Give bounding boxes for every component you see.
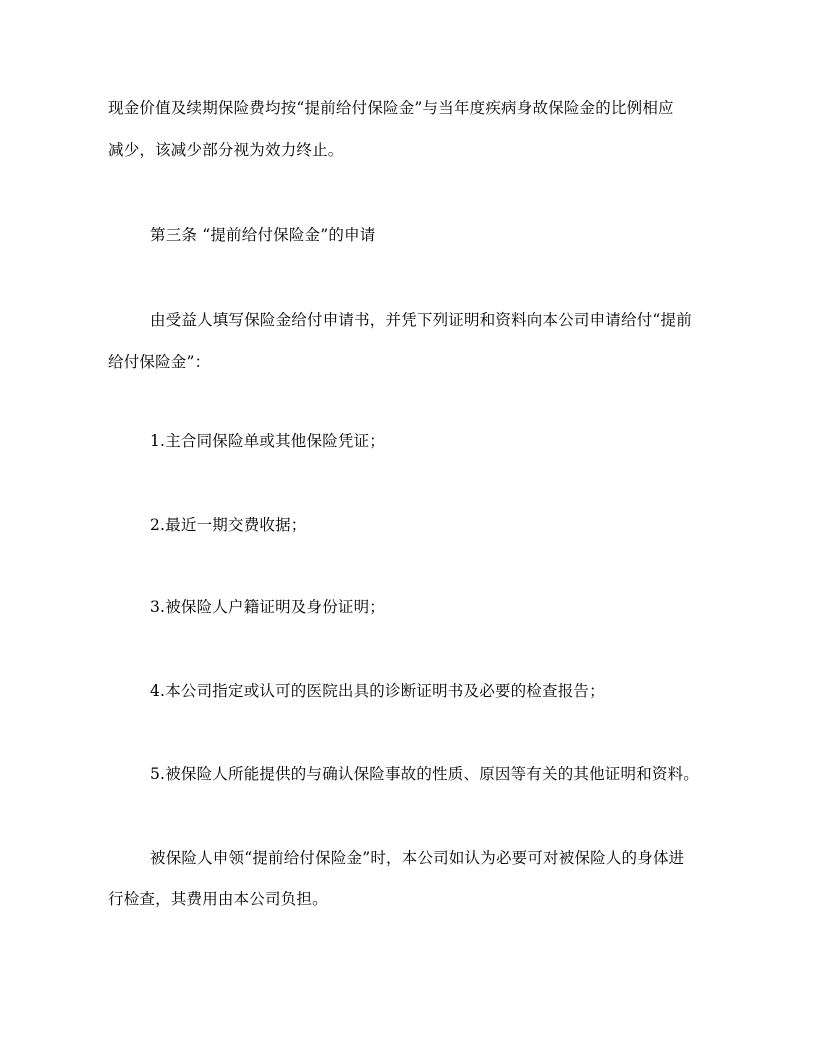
list-item: 1.主合同保险单或其他保险凭证；	[150, 432, 385, 450]
paragraph-2-line-2: 给付保险金”：	[108, 353, 211, 371]
paragraph-3-line-2: 行检查，其费用由本公司负担。	[108, 890, 328, 908]
paragraph-3-line-1: 被保险人申领“提前给付保险金”时，本公司如认为必要可对被保险人的身体进	[150, 849, 685, 867]
list-item: 5.被保险人所能提供的与确认保险事故的性质、原因等有关的其他证明和资料。	[150, 765, 699, 783]
list-item: 4.本公司指定或认可的医院出具的诊断证明书及必要的检查报告；	[150, 682, 605, 700]
list-item: 2.最近一期交费收据；	[150, 516, 307, 534]
paragraph-1-line-2: 减少，该减少部分视为效力终止。	[108, 141, 344, 159]
list-item: 3.被保险人户籍证明及身份证明；	[150, 598, 385, 616]
paragraph-2-line-1: 由受益人填写保险金给付申请书，并凭下列证明和资料向本公司申请给付“提前	[150, 311, 692, 329]
article-heading: 第三条 “提前给付保险金”的申请	[150, 226, 376, 244]
paragraph-1-line-1: 现金价值及续期保险费均按“提前给付保险金”与当年度疾病身故保险金的比例相应	[108, 99, 674, 117]
